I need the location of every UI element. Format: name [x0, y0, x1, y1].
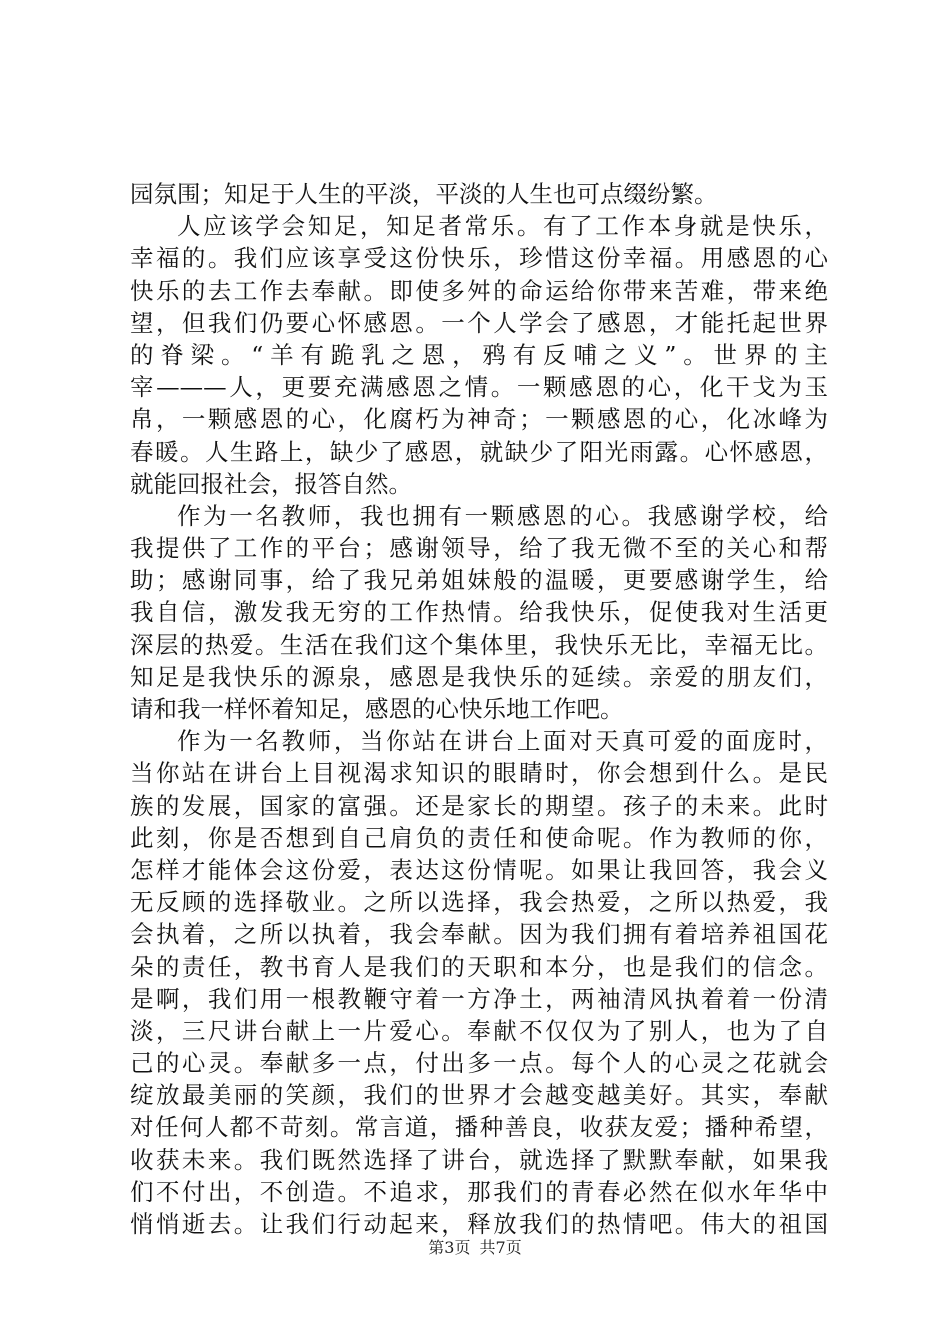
text-line: 会执着，之所以执着，我会奉献。因为我们拥有着培养祖国花	[130, 920, 828, 949]
text-line: 淡，三尺讲台献上一片爱心。奉献不仅仅为了别人，也为了自	[130, 1016, 828, 1045]
text-line: 帛，一颗感恩的心，化腐朽为神奇；一颗感恩的心，化冰峰为	[130, 405, 828, 434]
text-line: 作为一名教师，当你站在讲台上面对天真可爱的面庞时，	[177, 727, 828, 756]
text-line: 就能回报社会，报答自然。	[130, 469, 412, 498]
text-line: 族的发展，国家的富强。还是家长的期望。孩子的未来。此时	[130, 791, 828, 820]
text-line: 的脊梁。“羊有跪乳之恩，鸦有反哺之义”。世界的主	[130, 340, 828, 369]
text-line: 助；感谢同事，给了我兄弟姐妹般的温暖，更要感谢学生，给	[130, 566, 828, 595]
text-line: 当你站在讲台上目视渴求知识的眼睛时，你会想到什么。是民	[130, 759, 828, 788]
text-line: 春暖。人生路上，缺少了感恩，就缺少了阳光雨露。心怀感恩，	[130, 437, 828, 466]
text-line: 宰———人，更要充满感恩之情。一颗感恩的心，化干戈为玉	[130, 373, 828, 402]
text-line: 收获未来。我们既然选择了讲台，就选择了默默奉献，如果我	[130, 1145, 828, 1174]
text-line: 快乐的去工作去奉献。即使多舛的命运给你带来苦难，带来绝	[130, 276, 828, 305]
page-number-current: 第3页	[428, 1238, 471, 1257]
text-line: 人应该学会知足，知足者常乐。有了工作本身就是快乐，	[177, 212, 828, 241]
text-line: 作为一名教师，我也拥有一颗感恩的心。我感谢学校，给	[177, 501, 828, 530]
page-number-total: 共7页	[479, 1238, 522, 1257]
text-line: 我自信，激发我无穷的工作热情。给我快乐，促使我对生活更	[130, 598, 828, 627]
text-line: 望，但我们仍要心怀感恩。一个人学会了感恩，才能托起世界	[130, 308, 828, 337]
text-line: 我提供了工作的平台；感谢领导，给了我无微不至的关心和帮	[130, 534, 828, 563]
text-line: 园氛围；知足于人生的平淡，平淡的人生也可点缀纷繁。	[130, 180, 718, 208]
text-line: 朵的责任，教书育人是我们的天职和本分，也是我们的信念。	[130, 952, 828, 981]
text-line: 们不付出，不创造。不追求，那我们的青春必然在似水年华中	[130, 1177, 828, 1206]
text-line: 无反顾的选择敬业。之所以选择，我会热爱，之所以热爱，我	[130, 888, 828, 917]
text-line: 幸福的。我们应该享受这份快乐，珍惜这份幸福。用感恩的心	[130, 244, 828, 273]
text-line: 此刻，你是否想到自己肩负的责任和使命呢。作为教师的你，	[130, 823, 828, 852]
text-line: 对任何人都不苛刻。常言道，播种善良，收获友爱；播种希望，	[130, 1113, 828, 1142]
text-line: 悄悄逝去。让我们行动起来，释放我们的热情吧。伟大的祖国	[130, 1210, 828, 1238]
document-body	[130, 178, 828, 1240]
text-line: 深层的热爱。生活在我们这个集体里，我快乐无比，幸福无比。	[130, 630, 828, 659]
text-line: 绽放最美丽的笑颜，我们的世界才会越变越美好。其实，奉献	[130, 1081, 828, 1110]
text-line: 怎样才能体会这份爱，表达这份情呢。如果让我回答，我会义	[130, 855, 828, 884]
text-line: 己的心灵。奉献多一点，付出多一点。每个人的心灵之花就会	[130, 1049, 828, 1078]
text-line: 知足是我快乐的源泉，感恩是我快乐的延续。亲爱的朋友们，	[130, 662, 828, 691]
text-line: 是啊，我们用一根教鞭守着一方净土，两袖清风执着着一份清	[130, 984, 828, 1013]
text-line: 请和我一样怀着知足，感恩的心快乐地工作吧。	[130, 695, 624, 723]
page-footer	[0, 1238, 950, 1258]
